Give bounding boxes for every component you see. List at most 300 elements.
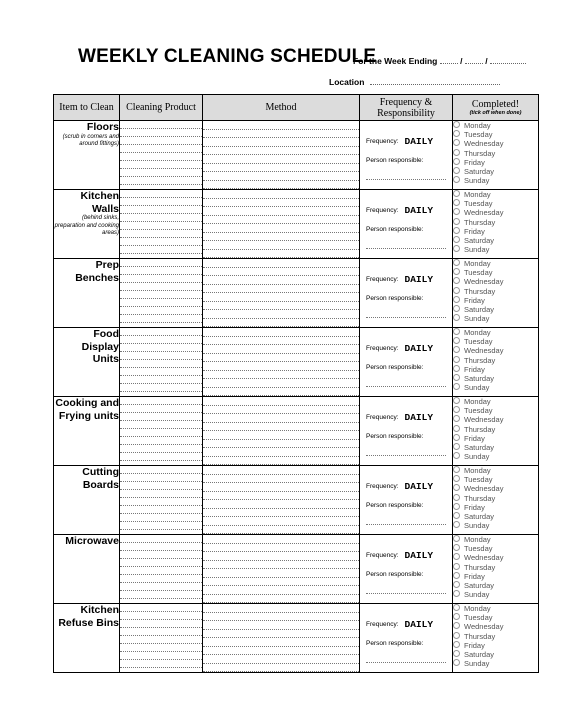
day-checkbox-friday[interactable] <box>453 503 538 512</box>
day-checkbox-friday[interactable] <box>453 641 538 650</box>
write-line <box>120 352 202 360</box>
checkbox-circle-icon[interactable] <box>453 415 460 422</box>
day-label: Wednesday <box>464 208 504 218</box>
checkbox-circle-icon[interactable] <box>453 397 460 404</box>
checkbox-circle-icon[interactable] <box>453 383 460 390</box>
write-line <box>120 437 202 445</box>
write-line <box>203 500 359 509</box>
write-line <box>120 299 202 307</box>
day-checkbox-thursday[interactable] <box>453 425 538 434</box>
day-label: Tuesday <box>464 475 493 485</box>
day-checkbox-tuesday[interactable] <box>453 475 538 484</box>
day-checkbox-friday[interactable] <box>453 365 538 374</box>
write-line <box>203 526 359 535</box>
completed-days <box>453 328 539 397</box>
day-checkbox-wednesday[interactable] <box>453 208 538 217</box>
method-field[interactable] <box>203 466 360 535</box>
table-row <box>54 604 539 673</box>
write-line <box>120 583 202 591</box>
day-checkbox-friday[interactable] <box>453 572 538 581</box>
checkbox-circle-icon[interactable] <box>453 535 460 542</box>
checkbox-circle-icon[interactable] <box>453 190 460 197</box>
checkbox-circle-icon[interactable] <box>453 218 460 225</box>
write-line <box>120 660 202 668</box>
page-title: WEEKLY CLEANING SCHEDULE <box>78 46 377 67</box>
checkbox-circle-icon[interactable] <box>453 632 460 639</box>
day-checkbox-wednesday[interactable] <box>453 415 538 424</box>
checkbox-circle-icon[interactable] <box>453 356 460 363</box>
cleaning-product-field[interactable] <box>120 604 203 673</box>
day-checkbox-saturday[interactable] <box>453 236 538 245</box>
day-checkbox-wednesday[interactable] <box>453 553 538 562</box>
write-line <box>203 345 359 354</box>
day-checkbox-tuesday[interactable] <box>453 199 538 208</box>
day-label: Saturday <box>464 374 495 384</box>
checkbox-circle-icon[interactable] <box>453 553 460 560</box>
checkbox-circle-icon[interactable] <box>453 563 460 570</box>
item-cell <box>54 466 120 535</box>
frequency-line <box>366 343 433 354</box>
write-line <box>203 595 359 604</box>
write-line <box>203 224 359 233</box>
write-line <box>203 664 359 673</box>
day-checkbox-tuesday[interactable] <box>453 130 538 139</box>
write-line <box>203 457 359 466</box>
checkbox-circle-icon[interactable] <box>453 259 460 266</box>
write-line <box>120 535 202 543</box>
checkbox-circle-icon[interactable] <box>453 452 460 459</box>
location-field[interactable] <box>329 76 500 87</box>
write-line <box>203 406 359 415</box>
checkbox-circle-icon[interactable] <box>453 139 460 146</box>
day-label: Tuesday <box>464 613 493 623</box>
day-checkbox-thursday[interactable] <box>453 563 538 572</box>
checkbox-circle-icon[interactable] <box>453 590 460 597</box>
item-cell <box>54 604 120 673</box>
day-checkbox-wednesday[interactable] <box>453 346 538 355</box>
write-line <box>120 315 202 323</box>
write-line <box>203 190 359 199</box>
person-responsible-field[interactable] <box>366 248 446 249</box>
location-label: Location <box>329 77 365 87</box>
write-line <box>203 354 359 363</box>
day-label: Monday <box>464 259 491 268</box>
day-checkbox-sunday[interactable] <box>453 245 538 254</box>
write-line <box>120 328 202 336</box>
day-checkbox-saturday[interactable] <box>453 305 538 314</box>
day-checkbox-friday[interactable] <box>453 434 538 443</box>
completed-days <box>453 190 539 259</box>
day-checkbox-monday[interactable] <box>453 466 538 475</box>
col-completed-header: Completed! (tick off when done) <box>453 95 539 121</box>
checkbox-circle-icon[interactable] <box>453 314 460 321</box>
day-checkbox-saturday[interactable] <box>453 167 538 176</box>
frequency-cell <box>360 328 453 397</box>
col-item-header: Item to Clean <box>54 95 120 121</box>
schedule-rows <box>54 121 539 673</box>
day-checkbox-thursday[interactable] <box>453 218 538 227</box>
day-label: Tuesday <box>464 199 493 209</box>
write-line <box>203 466 359 475</box>
write-line <box>203 388 359 397</box>
write-line <box>203 328 359 337</box>
checkbox-circle-icon[interactable] <box>453 659 460 666</box>
write-line <box>120 121 202 129</box>
person-responsible-field[interactable] <box>366 179 446 180</box>
cleaning-product-field[interactable] <box>120 190 203 259</box>
checkbox-circle-icon[interactable] <box>453 503 460 510</box>
frequency-label: Frequency: <box>366 138 399 145</box>
day-label: Saturday <box>464 443 495 453</box>
frequency-line <box>366 550 433 561</box>
day-label: Monday <box>464 121 491 130</box>
day-checkbox-thursday[interactable] <box>453 356 538 365</box>
write-line <box>203 181 359 190</box>
person-responsible-label: Person responsible: <box>366 571 424 578</box>
write-line <box>120 230 202 238</box>
day-checkbox-wednesday[interactable] <box>453 622 538 631</box>
person-responsible-field[interactable] <box>366 662 446 663</box>
checkbox-circle-icon[interactable] <box>453 328 460 335</box>
cleaning-product-field[interactable] <box>120 328 203 397</box>
item-note: (behind sinks, preparation and cooking areas) <box>54 215 119 236</box>
checkbox-circle-icon[interactable] <box>453 199 460 206</box>
person-responsible-field[interactable] <box>366 524 446 525</box>
day-label: Thursday <box>464 217 496 227</box>
checkbox-circle-icon[interactable] <box>453 512 460 519</box>
checkbox-circle-icon[interactable] <box>453 641 460 648</box>
col-method-header: Method <box>203 95 360 121</box>
checkbox-circle-icon[interactable] <box>453 475 460 482</box>
checkbox-circle-icon[interactable] <box>453 236 460 243</box>
day-checkbox-saturday[interactable] <box>453 650 538 659</box>
checkbox-circle-icon[interactable] <box>453 227 460 234</box>
write-line <box>120 482 202 490</box>
checkbox-circle-icon[interactable] <box>453 130 460 137</box>
method-field[interactable] <box>203 259 360 328</box>
write-line <box>203 337 359 346</box>
write-line <box>120 344 202 352</box>
frequency-cell <box>360 259 453 328</box>
day-label: Tuesday <box>464 544 493 554</box>
day-checkbox-monday[interactable] <box>453 121 538 130</box>
checkbox-circle-icon[interactable] <box>453 572 460 579</box>
write-line <box>203 130 359 139</box>
day-checkbox-friday[interactable] <box>453 296 538 305</box>
item-name: Prep Benches <box>75 259 119 284</box>
checkbox-circle-icon[interactable] <box>453 466 460 473</box>
checkbox-circle-icon[interactable] <box>453 287 460 294</box>
write-line <box>203 604 359 613</box>
frequency-value: DAILY <box>404 550 434 561</box>
write-line <box>120 259 202 267</box>
checkbox-circle-icon[interactable] <box>453 434 460 441</box>
write-line <box>120 336 202 344</box>
checkbox-circle-icon[interactable] <box>453 622 460 629</box>
day-checkbox-friday[interactable] <box>453 227 538 236</box>
day-label: Sunday <box>464 452 490 462</box>
write-line <box>203 586 359 595</box>
day-label: Wednesday <box>464 139 504 149</box>
write-line <box>120 522 202 530</box>
day-checkbox-thursday[interactable] <box>453 494 538 503</box>
frequency-value: DAILY <box>404 274 434 285</box>
write-line <box>120 169 202 177</box>
day-label: Friday <box>464 226 485 236</box>
person-responsible-label: Person responsible: <box>366 502 424 509</box>
day-label: Thursday <box>464 286 496 296</box>
checkbox-circle-icon[interactable] <box>453 277 460 284</box>
week-ending-field[interactable]: For the Week Ending / / <box>353 55 526 66</box>
table-row <box>54 466 539 535</box>
day-checkbox-tuesday[interactable] <box>453 337 538 346</box>
write-line <box>120 612 202 620</box>
frequency-value: DAILY <box>404 619 434 630</box>
day-checkbox-monday[interactable] <box>453 535 538 544</box>
write-line <box>203 293 359 302</box>
cleaning-product-field[interactable] <box>120 259 203 328</box>
checkbox-circle-icon[interactable] <box>453 149 460 156</box>
checkbox-circle-icon[interactable] <box>453 494 460 501</box>
item-name: Floors <box>86 121 119 133</box>
item-cell <box>54 535 120 604</box>
person-responsible-label: Person responsible: <box>366 364 424 371</box>
checkbox-circle-icon[interactable] <box>453 305 460 312</box>
checkbox-circle-icon[interactable] <box>453 484 460 491</box>
write-line <box>120 368 202 376</box>
write-line <box>120 405 202 413</box>
day-checkbox-friday[interactable] <box>453 158 538 167</box>
day-checkbox-sunday[interactable] <box>453 521 538 530</box>
day-checkbox-saturday[interactable] <box>453 581 538 590</box>
item-cell <box>54 397 120 466</box>
method-field[interactable] <box>203 397 360 466</box>
write-line <box>120 275 202 283</box>
checkbox-circle-icon[interactable] <box>453 296 460 303</box>
cleaning-product-field[interactable] <box>120 121 203 190</box>
day-checkbox-sunday[interactable] <box>453 314 538 323</box>
day-checkbox-wednesday[interactable] <box>453 277 538 286</box>
checkbox-circle-icon[interactable] <box>453 425 460 432</box>
checkbox-circle-icon[interactable] <box>453 176 460 183</box>
write-line <box>120 238 202 246</box>
checkbox-circle-icon[interactable] <box>453 337 460 344</box>
write-line <box>120 376 202 384</box>
week-ending-label: For the Week Ending <box>353 56 438 66</box>
write-line <box>120 267 202 275</box>
day-label: Friday <box>464 364 485 374</box>
day-label: Friday <box>464 640 485 650</box>
day-label: Wednesday <box>464 553 504 563</box>
write-line <box>203 199 359 208</box>
write-line <box>120 559 202 567</box>
person-responsible-label: Person responsible: <box>366 157 424 164</box>
table-row <box>54 259 539 328</box>
day-checkbox-tuesday[interactable] <box>453 613 538 622</box>
cleaning-product-field[interactable] <box>120 535 203 604</box>
checkbox-circle-icon[interactable] <box>453 406 460 413</box>
frequency-label: Frequency: <box>366 414 399 421</box>
write-line <box>203 578 359 587</box>
checkbox-circle-icon[interactable] <box>453 374 460 381</box>
day-checkbox-thursday[interactable] <box>453 287 538 296</box>
day-label: Wednesday <box>464 484 504 494</box>
item-cell <box>54 121 120 190</box>
write-line <box>203 535 359 544</box>
table-row <box>54 535 539 604</box>
checkbox-circle-icon[interactable] <box>453 443 460 450</box>
day-checkbox-monday[interactable] <box>453 397 538 406</box>
day-label: Tuesday <box>464 130 493 140</box>
day-label: Monday <box>464 466 491 475</box>
write-line <box>203 517 359 526</box>
cleaning-product-field[interactable] <box>120 466 203 535</box>
write-line <box>120 453 202 461</box>
method-field[interactable] <box>203 190 360 259</box>
checkbox-circle-icon[interactable] <box>453 544 460 551</box>
checkbox-circle-icon[interactable] <box>453 121 460 128</box>
item-cell <box>54 328 120 397</box>
write-line <box>203 552 359 561</box>
write-line <box>203 440 359 449</box>
checkbox-circle-icon[interactable] <box>453 650 460 657</box>
day-checkbox-tuesday[interactable] <box>453 544 538 553</box>
write-line <box>203 155 359 164</box>
write-line <box>203 630 359 639</box>
person-responsible-field[interactable] <box>366 386 446 387</box>
write-line <box>203 268 359 277</box>
write-line <box>120 498 202 506</box>
write-line <box>120 466 202 474</box>
write-line <box>120 397 202 405</box>
frequency-label: Frequency: <box>366 345 399 352</box>
frequency-line <box>366 412 433 423</box>
method-field[interactable] <box>203 535 360 604</box>
checkbox-circle-icon[interactable] <box>453 613 460 620</box>
day-checkbox-sunday[interactable] <box>453 176 538 185</box>
frequency-line <box>366 205 433 216</box>
write-line <box>203 431 359 440</box>
completed-days <box>453 397 539 466</box>
write-line <box>120 198 202 206</box>
write-line <box>203 509 359 518</box>
day-checkbox-saturday[interactable] <box>453 443 538 452</box>
person-responsible-field[interactable] <box>366 317 446 318</box>
checkbox-circle-icon[interactable] <box>453 158 460 165</box>
checkbox-circle-icon[interactable] <box>453 268 460 275</box>
day-label: Thursday <box>464 493 496 503</box>
day-checkbox-wednesday[interactable] <box>453 139 538 148</box>
write-line <box>203 423 359 432</box>
day-checkbox-sunday[interactable] <box>453 590 538 599</box>
write-line <box>120 490 202 498</box>
frequency-cell <box>360 121 453 190</box>
table-header-row <box>54 95 539 121</box>
write-line <box>203 475 359 484</box>
day-label: Thursday <box>464 424 496 434</box>
write-line <box>120 283 202 291</box>
write-line <box>120 445 202 453</box>
write-line <box>203 172 359 181</box>
frequency-line <box>366 274 433 285</box>
write-line <box>120 384 202 392</box>
day-checkbox-monday[interactable] <box>453 190 538 199</box>
checkbox-circle-icon[interactable] <box>453 365 460 372</box>
day-checkbox-thursday[interactable] <box>453 149 538 158</box>
write-line <box>203 207 359 216</box>
checkbox-circle-icon[interactable] <box>453 245 460 252</box>
write-line <box>203 492 359 501</box>
item-name: Kitchen Walls <box>80 190 119 215</box>
person-responsible-field[interactable] <box>366 593 446 594</box>
person-responsible-field[interactable] <box>366 455 446 456</box>
day-label: Tuesday <box>464 406 493 416</box>
day-checkbox-tuesday[interactable] <box>453 268 538 277</box>
day-checkbox-sunday[interactable] <box>453 659 538 668</box>
day-label: Monday <box>464 190 491 199</box>
write-line <box>203 638 359 647</box>
day-label: Monday <box>464 604 491 613</box>
item-name: Cooking and Frying units <box>55 397 119 422</box>
day-checkbox-saturday[interactable] <box>453 512 538 521</box>
write-line <box>120 551 202 559</box>
day-checkbox-sunday[interactable] <box>453 383 538 392</box>
day-checkbox-tuesday[interactable] <box>453 406 538 415</box>
frequency-label: Frequency: <box>366 621 399 628</box>
day-label: Wednesday <box>464 277 504 287</box>
frequency-cell <box>360 397 453 466</box>
table-row <box>54 328 539 397</box>
write-line <box>203 613 359 622</box>
checkbox-circle-icon[interactable] <box>453 346 460 353</box>
write-line <box>203 319 359 328</box>
checkbox-circle-icon[interactable] <box>453 604 460 611</box>
write-line <box>120 644 202 652</box>
method-field[interactable] <box>203 604 360 673</box>
method-field[interactable] <box>203 328 360 397</box>
person-responsible-label: Person responsible: <box>366 295 424 302</box>
checkbox-circle-icon[interactable] <box>453 581 460 588</box>
col-frequency-header: Frequency & Responsibility <box>360 95 453 121</box>
write-line <box>203 621 359 630</box>
day-label: Tuesday <box>464 268 493 278</box>
person-responsible-label: Person responsible: <box>366 226 424 233</box>
write-line <box>120 137 202 145</box>
checkbox-circle-icon[interactable] <box>453 167 460 174</box>
day-checkbox-monday[interactable] <box>453 604 538 613</box>
day-checkbox-thursday[interactable] <box>453 632 538 641</box>
item-cell <box>54 190 120 259</box>
method-field[interactable] <box>203 121 360 190</box>
day-checkbox-monday[interactable] <box>453 328 538 337</box>
write-line <box>120 307 202 315</box>
checkbox-circle-icon[interactable] <box>453 521 460 528</box>
day-checkbox-sunday[interactable] <box>453 452 538 461</box>
day-checkbox-wednesday[interactable] <box>453 484 538 493</box>
write-line <box>203 233 359 242</box>
day-checkbox-monday[interactable] <box>453 259 538 268</box>
checkbox-circle-icon[interactable] <box>453 208 460 215</box>
frequency-value: DAILY <box>404 481 434 492</box>
cleaning-product-field[interactable] <box>120 397 203 466</box>
write-line <box>203 448 359 457</box>
day-checkbox-saturday[interactable] <box>453 374 538 383</box>
write-line <box>120 360 202 368</box>
day-label: Sunday <box>464 383 490 393</box>
item-name: Microwave <box>65 535 119 547</box>
frequency-label: Frequency: <box>366 207 399 214</box>
write-line <box>120 161 202 169</box>
